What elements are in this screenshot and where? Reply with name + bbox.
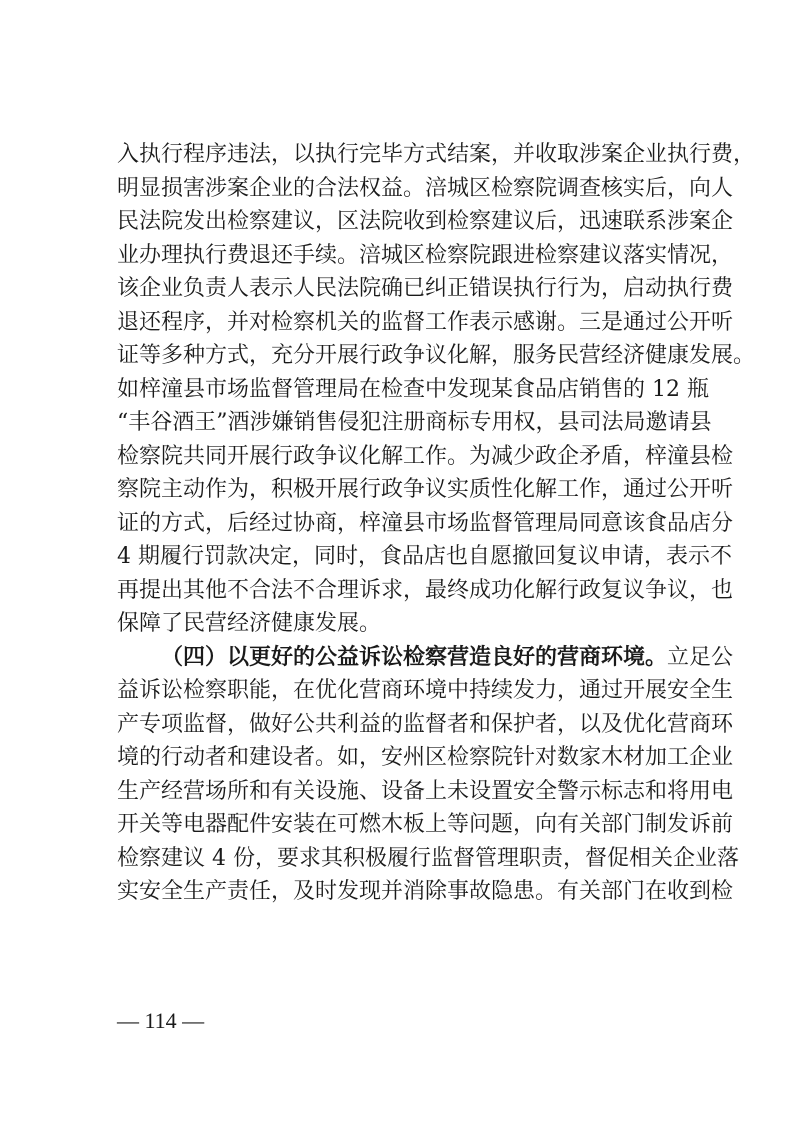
text-line: 证等多种方式，充分开展行政争议化解，服务民营经济健康发展。 — [117, 343, 756, 368]
heading-line-rest: 立足公 — [667, 644, 734, 670]
page-number: — 114 — — [117, 1008, 205, 1033]
text-line: 业办理执行费退还手续。涪城区检察院跟进检察建议落实情况， — [117, 242, 734, 268]
text-line: 证的方式，后经过协商，梓潼县市场监督管理局同意该食品店分 — [117, 510, 734, 536]
text-line: 检察院共同开展行政争议化解工作。为减少政企矛盾，梓潼县检 — [117, 443, 734, 469]
section-heading-line — [117, 641, 734, 675]
text-line: 4 期履行罚款决定，同时，食品店也自愿撤回复议申请，表示不 — [117, 544, 732, 569]
text-line: 如梓潼县市场监督管理局在检查中发现某食品店销售的 12 瓶 — [117, 376, 709, 402]
text-line: 再提出其他不合法不合理诉求，最终成功化解行政复议争议，也 — [117, 577, 734, 603]
text-line: 检察建议 4 份，要求其积极履行监督管理职责，督促相关企业落 — [117, 845, 739, 871]
text-line: 生产经营场所和有关设施、设备上未设置安全警示标志和将用电 — [117, 778, 734, 804]
text-line: 察院主动作为，积极开展行政争议实质性化解工作，通过公开听 — [117, 477, 734, 502]
body-text — [117, 138, 756, 909]
text-line: 境的行动者和建设者。如，安州区检察院针对数家木材加工企业 — [117, 745, 734, 770]
text-line: 益诉讼检察职能，在优化营商环境中持续发力，通过开展安全生 — [117, 678, 734, 703]
text-line: 入执行程序违法，以执行完毕方式结案，并收取涉案企业执行费， — [117, 142, 756, 167]
text-line: 保障了民营经济健康发展。 — [117, 611, 382, 636]
section-heading: （四）以更好的公益诉讼检察营造良好的营商环境。 — [161, 644, 668, 670]
text-line: 实安全生产责任，及时发现并消除事故隐患。有关部门在收到检 — [117, 879, 734, 904]
text-line: 退还程序，并对检察机关的监督工作表示感谢。三是通过公开听 — [117, 309, 734, 335]
text-line: 开关等电器配件安装在可燃木板上等问题，向有关部门制发诉前 — [117, 812, 734, 837]
text-line: 该企业负责人表示人民法院确已纠正错误执行行为，启动执行费 — [117, 276, 734, 301]
text-line: 产专项监督，做好公共利益的监督者和保护者，以及优化营商环 — [117, 711, 734, 737]
text-line: 民法院发出检察建议，区法院收到检察建议后，迅速联系涉案企 — [117, 209, 734, 234]
text-line: “丰谷酒王”酒涉嫌销售侵犯注册商标专用权，县司法局邀请县 — [117, 410, 712, 435]
text-line: 明显损害涉案企业的合法权益。涪城区检察院调查核实后，向人 — [117, 175, 734, 201]
